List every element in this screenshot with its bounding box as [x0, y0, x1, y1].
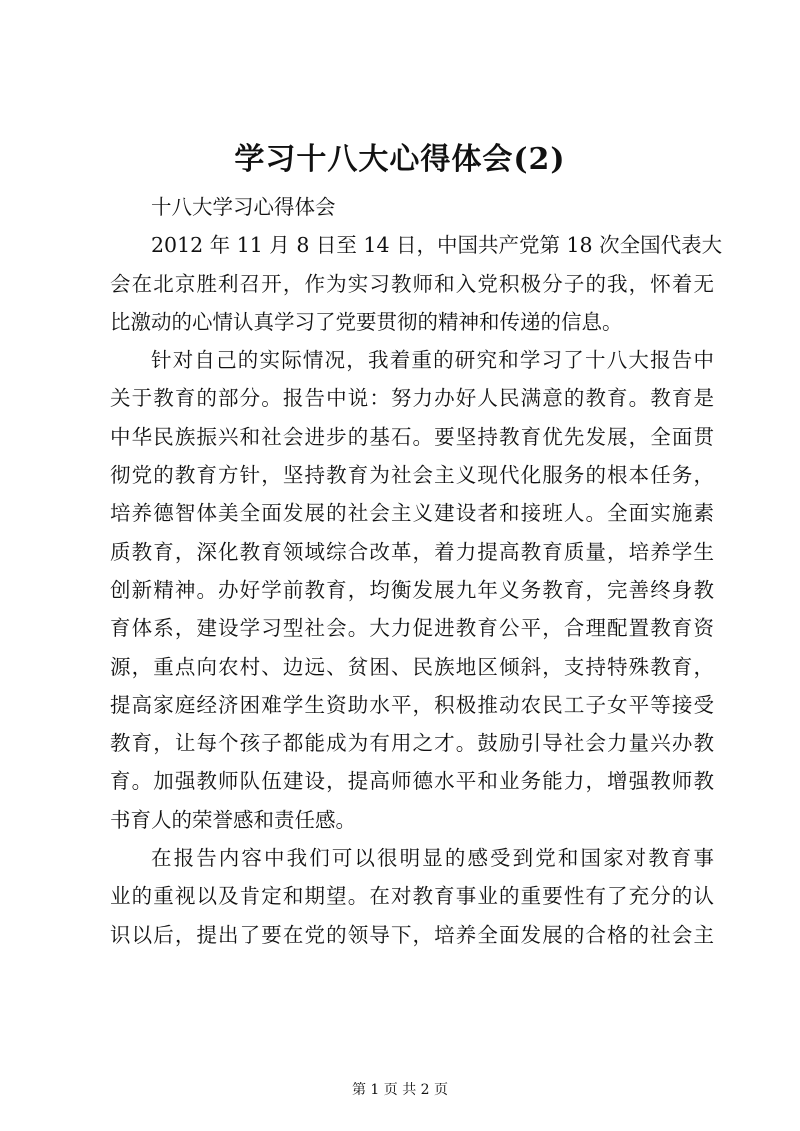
text-line: 书育人的荣誉感和责任感。 [110, 807, 356, 832]
text-line: 源，重点向农村、边远、贫困、民族地区倾斜，支持特殊教育， [110, 654, 714, 679]
paragraph-2 [110, 341, 714, 839]
paragraph-1 [110, 226, 723, 341]
text-line: 会在北京胜利召开，作为实习教师和入党积极分子的我，怀着无 [110, 271, 714, 296]
text-line: 业的重视以及肯定和期望。在对教育事业的重要性有了充分的认 [110, 884, 714, 909]
document-body [110, 188, 723, 954]
text-line: 提高家庭经济困难学生资助水平，积极推动农民工子女平等接受 [110, 692, 714, 717]
text-line: 中华民族振兴和社会进步的基石。要坚持教育优先发展，全面贯 [110, 424, 714, 449]
page-title: 学习十八大心得体会(2) [234, 142, 566, 177]
text-line: 十八大学习心得体会 [151, 195, 336, 219]
paragraph-subtitle [110, 188, 714, 226]
text-line: 识以后，提出了要在党的领导下，培养全面发展的合格的社会主 [110, 922, 714, 947]
text-line: 质教育，深化教育领域综合改革，着力提高教育质量，培养学生 [110, 539, 714, 564]
text-line: 比激动的心情认真学习了党要贯彻的精神和传递的信息。 [110, 309, 623, 334]
text-line: 育。加强教师队伍建设，提高师德水平和业务能力，增强教师教 [110, 769, 714, 794]
text-line: 教育，让每个孩子都能成为有用之才。鼓励引导社会力量兴办教 [110, 731, 714, 756]
paragraph-3 [110, 839, 714, 954]
page-number-footer: 第 1 页 共 2 页 [351, 1082, 449, 1098]
text-line: 2012 年 11 月 8 日至 14 日，中国共产党第 18 次全国代表大 [151, 233, 723, 258]
text-line: 创新精神。办好学前教育，均衡发展九年义务教育，完善终身教 [110, 577, 714, 602]
text-line: 育体系，建设学习型社会。大力促进教育公平，合理配置教育资 [110, 616, 714, 641]
text-line: 针对自己的实际情况，我着重的研究和学习了十八大报告中 [151, 348, 714, 373]
text-line: 在报告内容中我们可以很明显的感受到党和国家对教育事 [151, 846, 714, 871]
text-line: 彻党的教育方针，坚持教育为社会主义现代化服务的根本任务， [110, 463, 714, 488]
text-line: 关于教育的部分。报告中说：努力办好人民满意的教育。教育是 [110, 386, 714, 411]
text-line: 培养德智体美全面发展的社会主义建设者和接班人。全面实施素 [110, 501, 714, 526]
